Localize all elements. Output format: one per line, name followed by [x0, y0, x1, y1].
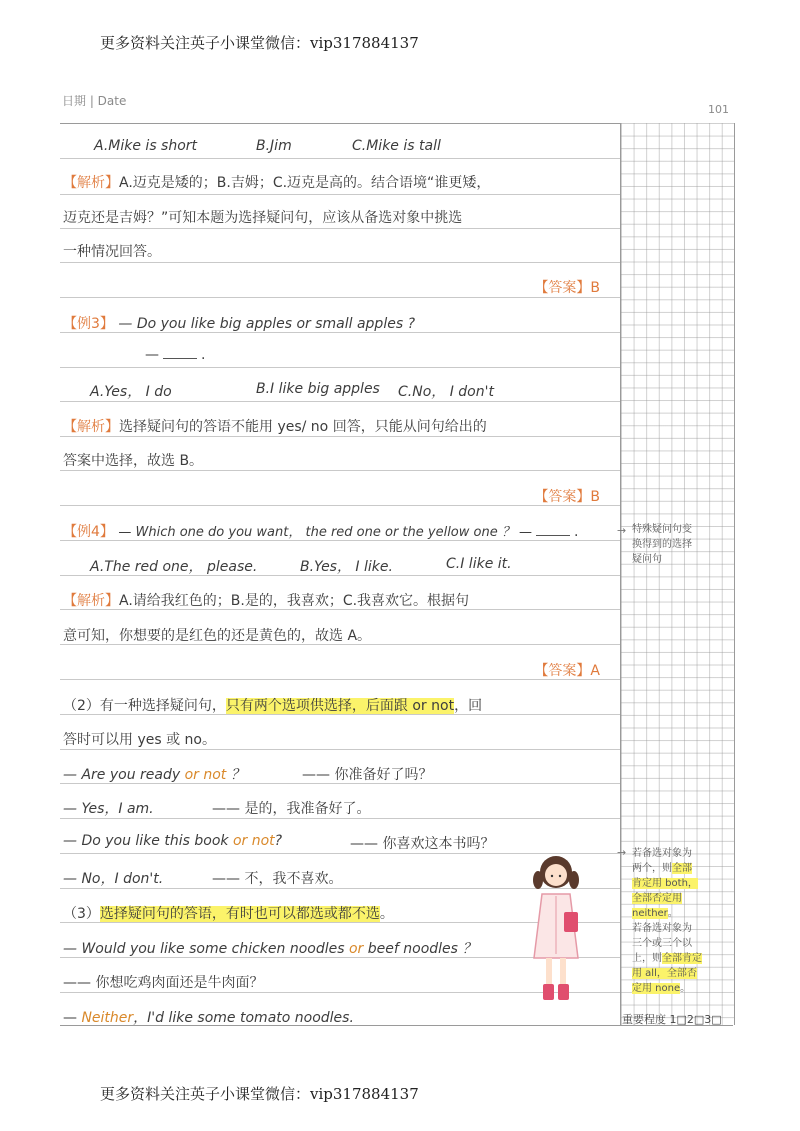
dialog-translation: —— 你喜欢这本书吗？	[350, 836, 495, 852]
margin-note: 若备选对象为 两个，则全部 肯定用 both， 全部否定用 neither。 若备选对象为 三个或三个以 上，则全部肯定 用 all，全部否 定用 none。	[632, 848, 702, 994]
option-c: C.No， I don't	[398, 384, 494, 400]
answer-blank: — .	[145, 347, 206, 363]
dialog-answer: — Neither，I'd like some tomato noodles.	[63, 1010, 354, 1026]
example-tag: 【例4】	[63, 524, 114, 540]
answer-tag: 【答案】	[534, 489, 591, 505]
section-2-heading: （2）有一种选择疑问句，只有两个选项供选择，后面跟 or not，回	[63, 698, 483, 714]
page-number: 101	[708, 103, 729, 116]
dialog-question: — Do you like this book or not?	[63, 833, 283, 849]
analysis-line: 答案中选择，故选 B。	[63, 453, 204, 469]
dialog-translation: —— 你想吃鸡肉面还是牛肉面？	[63, 975, 264, 991]
answer-line: 【答案】B	[534, 489, 600, 505]
answer-line: 【答案】A	[534, 663, 600, 679]
arrow-icon: →	[617, 524, 627, 537]
dialog-translation: —— 你准备好了吗？	[302, 767, 433, 783]
date-label: 日期 | Date	[62, 94, 127, 108]
line-rule	[60, 158, 620, 159]
option-b: B.Yes， I like.	[300, 559, 393, 575]
option-a: A.Mike is short	[94, 138, 198, 154]
example-tag: 【例3】	[63, 316, 114, 332]
dialog-translation: —— 是的，我准备好了。	[212, 801, 371, 817]
analysis-line: 一种情况回答。	[63, 244, 161, 260]
dialog-answer: — Yes，I am.	[63, 801, 154, 817]
highlight: 选择疑问句的答语，有时也可以都选或都不选	[99, 906, 380, 922]
footer-watermark: 更多资料关注英子小课堂微信：vip317884137	[100, 1085, 419, 1103]
line-rule	[60, 401, 620, 402]
answer-tag: 【答案】	[534, 280, 591, 296]
section-3-heading: （3）选择疑问句的答语，有时也可以都选或都不选。	[63, 906, 394, 922]
line-rule	[60, 436, 620, 437]
line-rule	[60, 228, 620, 229]
line-rule	[60, 818, 620, 819]
option-c: C.Mike is tall	[352, 138, 441, 154]
example-3-question: 【例3】 — Do you like big apples or small apples ?	[63, 316, 415, 332]
answer-line: 【答案】B	[534, 280, 600, 296]
option-a: A.Yes， I do	[90, 384, 172, 400]
analysis-line: 【解析】A.迈克是矮的；B.吉姆；C.迈克是高的。结合语境“谁更矮，	[63, 175, 491, 191]
analysis-line: 【解析】A.请给我红色的；B.是的，我喜欢；C.我喜欢它。根据句	[63, 593, 470, 609]
option-a: A.The red one， please.	[90, 559, 258, 575]
dialog-question: — Would you like some chicken noodles or beef noodles ？	[63, 941, 477, 957]
importance-rating: 重要程度 1□2□3□	[622, 1013, 722, 1026]
margin-note: 特殊疑问句变 换得到的选择 疑问句	[632, 524, 692, 565]
analysis-line: 迈克还是吉姆？”可知本题为选择疑问句，应该从备选对象中挑选	[63, 210, 463, 226]
analysis-tag: 【解析】	[63, 419, 119, 435]
dialog-question: — Are you ready or not ？	[63, 767, 245, 783]
line-rule	[60, 470, 620, 471]
arrow-icon: →	[617, 846, 627, 859]
example-4-question: 【例4】 — Which one do you want， the red one or the yellow one ？ — .	[63, 524, 579, 540]
analysis-tag: 【解析】	[63, 175, 119, 191]
dialog-answer: — No，I don't.	[63, 871, 164, 887]
analysis-line: 意可知，你想要的是红色的还是黄色的，故选 A。	[63, 628, 372, 644]
option-b: B.Jim	[256, 138, 292, 154]
answer-tag: 【答案】	[534, 663, 591, 679]
option-b: B.I like big apples	[256, 381, 380, 397]
analysis-line: 【解析】选择疑问句的答语不能用 yes/ no 回答，只能从问句给出的	[63, 419, 487, 435]
section-2-text: 答时可以用 yes 或 no。	[63, 732, 216, 748]
line-rule	[60, 367, 620, 368]
highlight: 只有两个选项供选择，后面跟 or not	[225, 698, 455, 714]
line-rule	[60, 297, 620, 298]
line-rule	[60, 194, 620, 195]
line-rule	[60, 749, 620, 750]
header-watermark: 更多资料关注英子小课堂微信：vip317884137	[100, 34, 419, 52]
girl-illustration	[520, 850, 590, 1010]
analysis-tag: 【解析】	[63, 593, 119, 609]
line-rule	[60, 262, 620, 263]
option-c: C.I like it.	[446, 556, 512, 572]
dialog-translation: —— 不，我不喜欢。	[212, 871, 343, 887]
